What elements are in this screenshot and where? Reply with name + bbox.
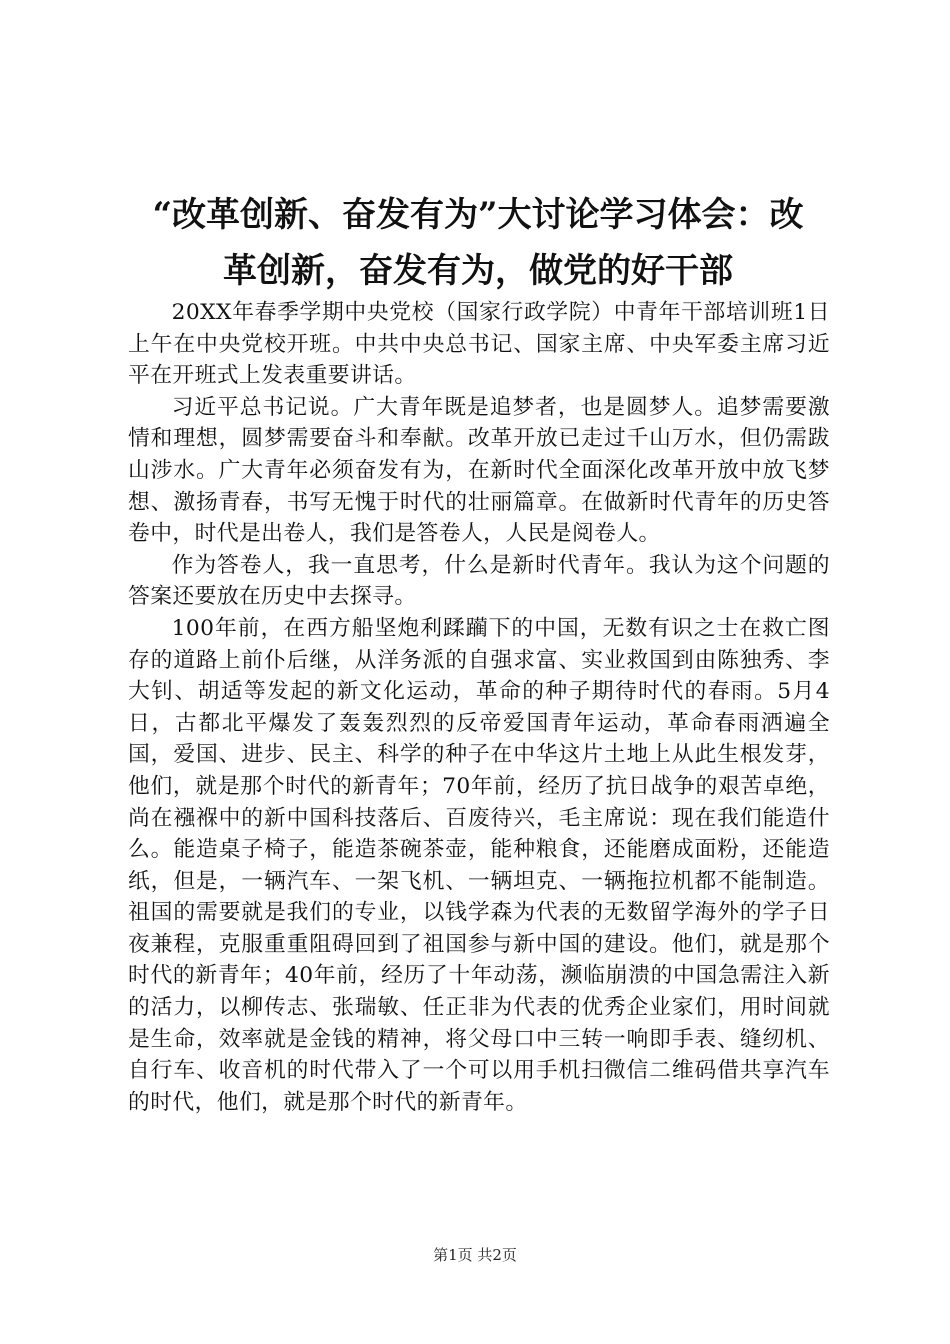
document-title [128, 187, 828, 299]
title-line-2: 革创新，奋发有为，做党的好干部 [223, 251, 733, 291]
paragraph-3: 作为答卷人，我一直思考，什么是新时代青年。我认为这个问题的答案还要放在历史中去探寻。 [128, 552, 830, 610]
paragraph-2: 习近平总书记说。广大青年既是追梦者，也是圆梦人。追梦需要激情和理想，圆梦需要奋斗和奉献。改革开放已走过千山万水，但仍需跋山涉水。广大青年必须奋发有为，在新时代全面深化改革开放中放飞梦想、激扬青春，书写无愧于时代的壮丽篇章。在做新时代青年的历史答卷中，时代是出卷人，我们是答卷人，人民是阅卷人。 [128, 394, 830, 547]
paragraph-4: 100年前，在西方船坚炮利蹂躏下的中国，无数有识之士在救亡图存的道路上前仆后继，从洋务派的自强求富、实业救国到由陈独秀、李大钊、胡适等发起的新文化运动，革命的种子期待时代的春雨。5月4日，古都北平爆发了轰轰烈烈的反帝爱国青年运动，革命春雨洒遍全国，爱国、进步、民主、科学的种子在中华这片土地上从此生根发芽，他们，就是那个时代的新青年；70年前，经历了抗日战争的艰苦卓绝，尚在襁褓中的新中国科技落后、百废待兴，毛主席说：现在我们能造什么。能造桌子椅子，能造茶碗茶壶，能种粮食，还能磨成面粉，还能造纸，但是，一辆汽车、一架飞机、一辆坦克、一辆拖拉机都不能制造。祖国的需要就是我们的专业，以钱学森为代表的无数留学海外的学子日夜兼程，克服重重阻碍回到了祖国参与新中国的建设。他们，就是那个时代的新青年；40年前，经历了十年动荡，濒临崩溃的中国急需注入新的活力，以柳传志、张瑞敏、任正非为代表的优秀企业家们，用时间就是生命，效率就是金钱的精神，将父母口中三转一响即手表、缝纫机、自行车、收音机的时代带入了一个可以用手机扫微信二维码借共享汽车的时代，他们，就是那个时代的新青年。 [128, 615, 830, 1115]
document-body [128, 297, 830, 1118]
title-line-1: “改革创新、奋发有为”大讨论学习体会：改 [152, 195, 804, 235]
paragraph-1: 20XX年春季学期中央党校（国家行政学院）中青年干部培训班1日上午在中央党校开班。中共中央总书记、国家主席、中央军委主席习近平在开班式上发表重要讲话。 [128, 300, 830, 389]
page-footer: 第1页 共2页 [433, 1246, 517, 1264]
